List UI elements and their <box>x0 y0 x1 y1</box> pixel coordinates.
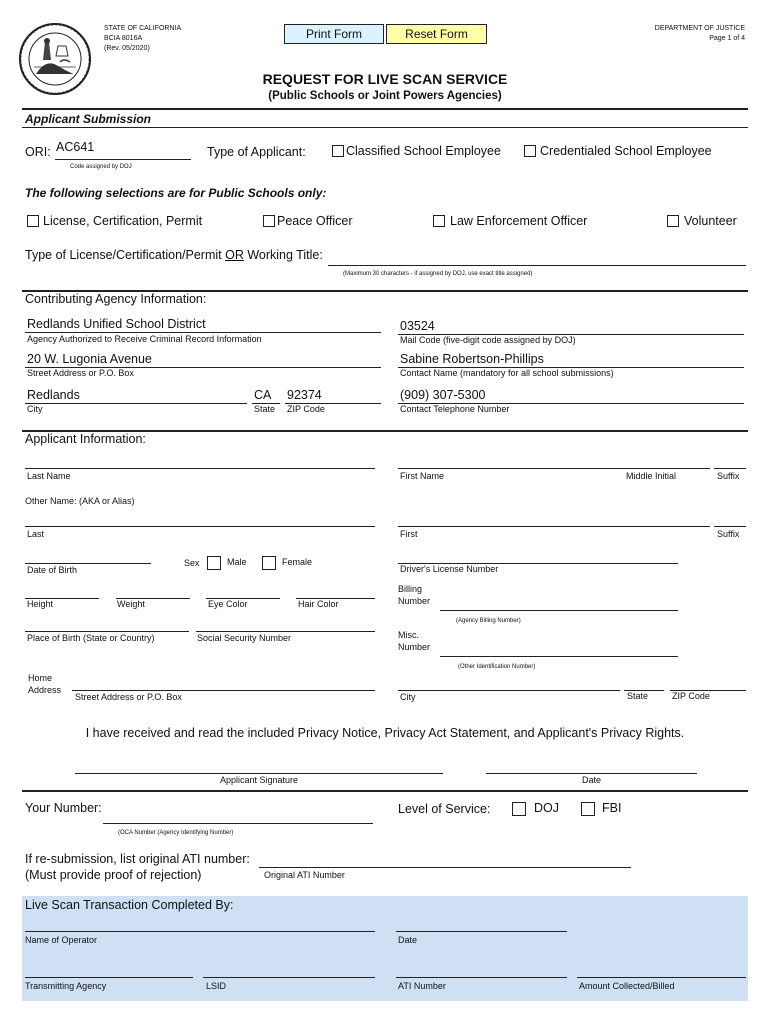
home-address-label-line2: Address <box>28 685 62 695</box>
header-agency-block <box>104 24 181 54</box>
live-scan-heading: Live Scan Transaction Completed By: <box>25 898 234 912</box>
agency-state-label: State <box>254 404 276 414</box>
eye-color-label: Eye Color <box>208 599 248 609</box>
other-name-label: Other Name: (AKA or Alias) <box>25 496 135 506</box>
transmitting-agency-input[interactable] <box>25 977 193 978</box>
level-of-service-label: Level of Service: <box>398 802 491 816</box>
credentialed-checkbox[interactable] <box>524 145 536 157</box>
home-zip-label: ZIP Code <box>672 691 710 701</box>
form-title: REQUEST FOR LIVE SCAN SERVICE <box>262 71 508 87</box>
applicant-signature-input[interactable] <box>75 773 443 774</box>
billing-label-line1: Billing <box>398 584 423 594</box>
amount-label: Amount Collected/Billed <box>579 981 675 991</box>
working-title-label <box>25 248 323 262</box>
misc-number-input[interactable] <box>440 656 678 657</box>
original-ati-input[interactable] <box>259 867 631 868</box>
aka-suffix-input[interactable] <box>714 526 746 527</box>
ssn-label: Social Security Number <box>197 633 292 643</box>
agency-name-label: Agency Authorized to Receive Criminal Record Information <box>27 334 262 344</box>
hair-color-label: Hair Color <box>298 599 339 609</box>
first-name-input[interactable] <box>398 468 710 469</box>
home-state-label: State <box>627 691 649 701</box>
operator-name-label: Name of Operator <box>25 935 98 945</box>
peace-officer-checkbox[interactable] <box>263 215 275 227</box>
header-revision: (Rev. 05/2020) <box>104 45 150 52</box>
applicant-signature-label: Applicant Signature <box>219 775 299 785</box>
misc-label <box>398 629 430 653</box>
aka-suffix-label: Suffix <box>717 529 740 539</box>
your-number-label: Your Number: <box>25 801 102 815</box>
last-name-label: Last Name <box>27 471 71 481</box>
male-label: Male <box>227 557 247 567</box>
home-city-label: City <box>400 692 416 702</box>
working-title-label-post: Working Title: <box>243 248 323 262</box>
home-address-label-line1: Home <box>28 673 53 683</box>
ori-hint: Code assigned by DOJ <box>70 164 132 170</box>
home-address-label <box>28 672 61 696</box>
privacy-statement: I have received and read the included Privacy Notice, Privacy Act Statement, and Applicant's Privacy Rights. <box>85 726 685 740</box>
female-label: Female <box>282 557 313 567</box>
weight-label: Weight <box>117 599 145 609</box>
misc-hint: (Other Identification Number) <box>458 664 536 670</box>
header-department: DEPARTMENT OF JUSTICE <box>654 25 745 32</box>
agency-city-input[interactable]: Redlands <box>27 388 80 402</box>
peace-officer-label: Peace Officer <box>277 214 353 228</box>
working-title-label-pre: Type of License/Certification/Permit <box>25 248 226 262</box>
home-city-input[interactable] <box>398 690 620 691</box>
dob-label: Date of Birth <box>27 565 78 575</box>
field-underline <box>25 403 247 404</box>
misc-label-line2: Number <box>398 642 431 652</box>
license-label: License, Certification, Permit <box>43 214 203 228</box>
billing-number-input[interactable] <box>440 610 678 611</box>
home-street-input[interactable] <box>72 690 375 691</box>
mail-code-input[interactable]: 03524 <box>400 319 435 333</box>
fbi-label: FBI <box>602 801 622 815</box>
aka-last-label: Last <box>27 529 45 539</box>
agency-zip-label: ZIP Code <box>287 404 325 414</box>
ati-number-input[interactable] <box>396 977 567 978</box>
agency-name-input[interactable]: Redlands Unified School District <box>27 317 206 331</box>
working-title-hint: (Maximum 30 characters - if assigned by DOJ, use exact title assigned) <box>343 271 533 277</box>
field-underline <box>25 332 381 333</box>
oca-hint: (OCA Number (Agency Identifying Number) <box>118 830 234 836</box>
agency-heading: Contributing Agency Information: <box>25 292 207 306</box>
male-checkbox[interactable] <box>207 556 221 570</box>
home-street-label: Street Address or P.O. Box <box>75 692 182 702</box>
agency-city-label: City <box>27 404 43 414</box>
original-ati-label: Original ATI Number <box>264 870 345 880</box>
applicant-type-label: Type of Applicant: <box>207 145 306 159</box>
ati-number-label: ATI Number <box>398 981 446 991</box>
agency-state-input[interactable]: CA <box>254 388 272 402</box>
contact-name-label: Contact Name (mandatory for all school submissions) <box>400 368 614 378</box>
signature-date-label: Date <box>581 775 601 785</box>
your-number-input[interactable] <box>103 823 373 824</box>
billing-label <box>398 583 430 607</box>
contact-name-input[interactable]: Sabine Robertson-Phillips <box>400 352 544 366</box>
public-schools-heading: The following selections are for Public Schools only: <box>25 186 327 200</box>
license-checkbox[interactable] <box>27 215 39 227</box>
header-state: STATE OF CALIFORNIA <box>104 25 182 32</box>
place-of-birth-label: Place of Birth (State or Country) <box>27 633 155 643</box>
agency-street-label: Street Address or P.O. Box <box>27 368 134 378</box>
billing-hint: (Agency Billing Number) <box>456 618 521 624</box>
contact-phone-input[interactable]: (909) 307-5300 <box>400 388 486 402</box>
agency-zip-input[interactable]: 92374 <box>287 388 322 402</box>
doj-label: DOJ <box>534 801 559 815</box>
aka-first-label: First <box>400 529 418 539</box>
suffix-input[interactable] <box>714 468 746 469</box>
volunteer-checkbox[interactable] <box>667 215 679 227</box>
dob-input[interactable] <box>25 563 151 564</box>
applicant-heading: Applicant Information: <box>25 432 146 446</box>
live-scan-date-label: Date <box>398 935 418 945</box>
misc-label-line1: Misc. <box>398 630 419 640</box>
classified-label: Classified School Employee <box>346 144 501 158</box>
agency-street-input[interactable]: 20 W. Lugonia Avenue <box>27 352 152 366</box>
print-form-button[interactable]: Print Form <box>284 24 384 44</box>
classified-checkbox[interactable] <box>332 145 344 157</box>
header-form-number: BCIA 8016A <box>104 35 143 42</box>
sex-label: Sex <box>184 558 200 568</box>
resubmission-label-line2: (Must provide proof of rejection) <box>25 868 202 882</box>
transmitting-agency-label: Transmitting Agency <box>25 981 107 991</box>
reset-form-button[interactable]: Reset Form <box>386 24 487 44</box>
doj-checkbox[interactable] <box>512 802 526 816</box>
header-dept-block <box>655 24 745 44</box>
fbi-checkbox[interactable] <box>581 802 595 816</box>
last-name-input[interactable] <box>25 468 375 469</box>
divider <box>22 108 748 110</box>
aka-last-input[interactable] <box>25 526 375 527</box>
female-checkbox[interactable] <box>262 556 276 570</box>
header-page: Page 1 of 4 <box>709 35 745 42</box>
submission-heading: Applicant Submission <box>25 112 152 126</box>
first-name-label: First Name <box>400 471 445 481</box>
drivers-license-label: Driver's License Number <box>400 564 499 574</box>
middle-initial-label: Middle Initial <box>626 471 677 481</box>
suffix-label: Suffix <box>717 471 740 481</box>
working-title-input[interactable] <box>328 265 746 266</box>
volunteer-label: Volunteer <box>684 214 737 228</box>
place-of-birth-input[interactable] <box>25 631 189 632</box>
ori-input[interactable]: AC641 <box>56 140 95 154</box>
amount-input[interactable] <box>577 977 746 978</box>
billing-label-line2: Number <box>398 596 431 606</box>
live-scan-date-input[interactable] <box>396 931 567 932</box>
divider <box>22 127 748 128</box>
height-label: Height <box>27 599 54 609</box>
lsid-label: LSID <box>206 981 227 991</box>
resubmission-label-line1: If re-submission, list original ATI number: <box>25 852 250 866</box>
credentialed-label: Credentialed School Employee <box>540 144 712 158</box>
working-title-label-or: OR <box>225 248 244 262</box>
contact-phone-label: Contact Telephone Number <box>400 404 510 414</box>
signature-date-input[interactable] <box>486 773 697 774</box>
resubmission-label <box>25 851 250 883</box>
ori-label: ORI: <box>25 145 51 159</box>
ori-underline <box>55 159 191 160</box>
law-enforcement-checkbox[interactable] <box>433 215 445 227</box>
operator-name-input[interactable] <box>25 931 375 932</box>
law-enforcement-label: Law Enforcement Officer <box>450 214 588 228</box>
lsid-input[interactable] <box>203 977 375 978</box>
form-subtitle: (Public Schools or Joint Powers Agencies) <box>268 90 502 102</box>
ssn-input[interactable] <box>196 631 375 632</box>
divider <box>22 790 748 792</box>
aka-first-input[interactable] <box>398 526 710 527</box>
mail-code-label: Mail Code (five-digit code assigned by DOJ) <box>400 335 576 345</box>
